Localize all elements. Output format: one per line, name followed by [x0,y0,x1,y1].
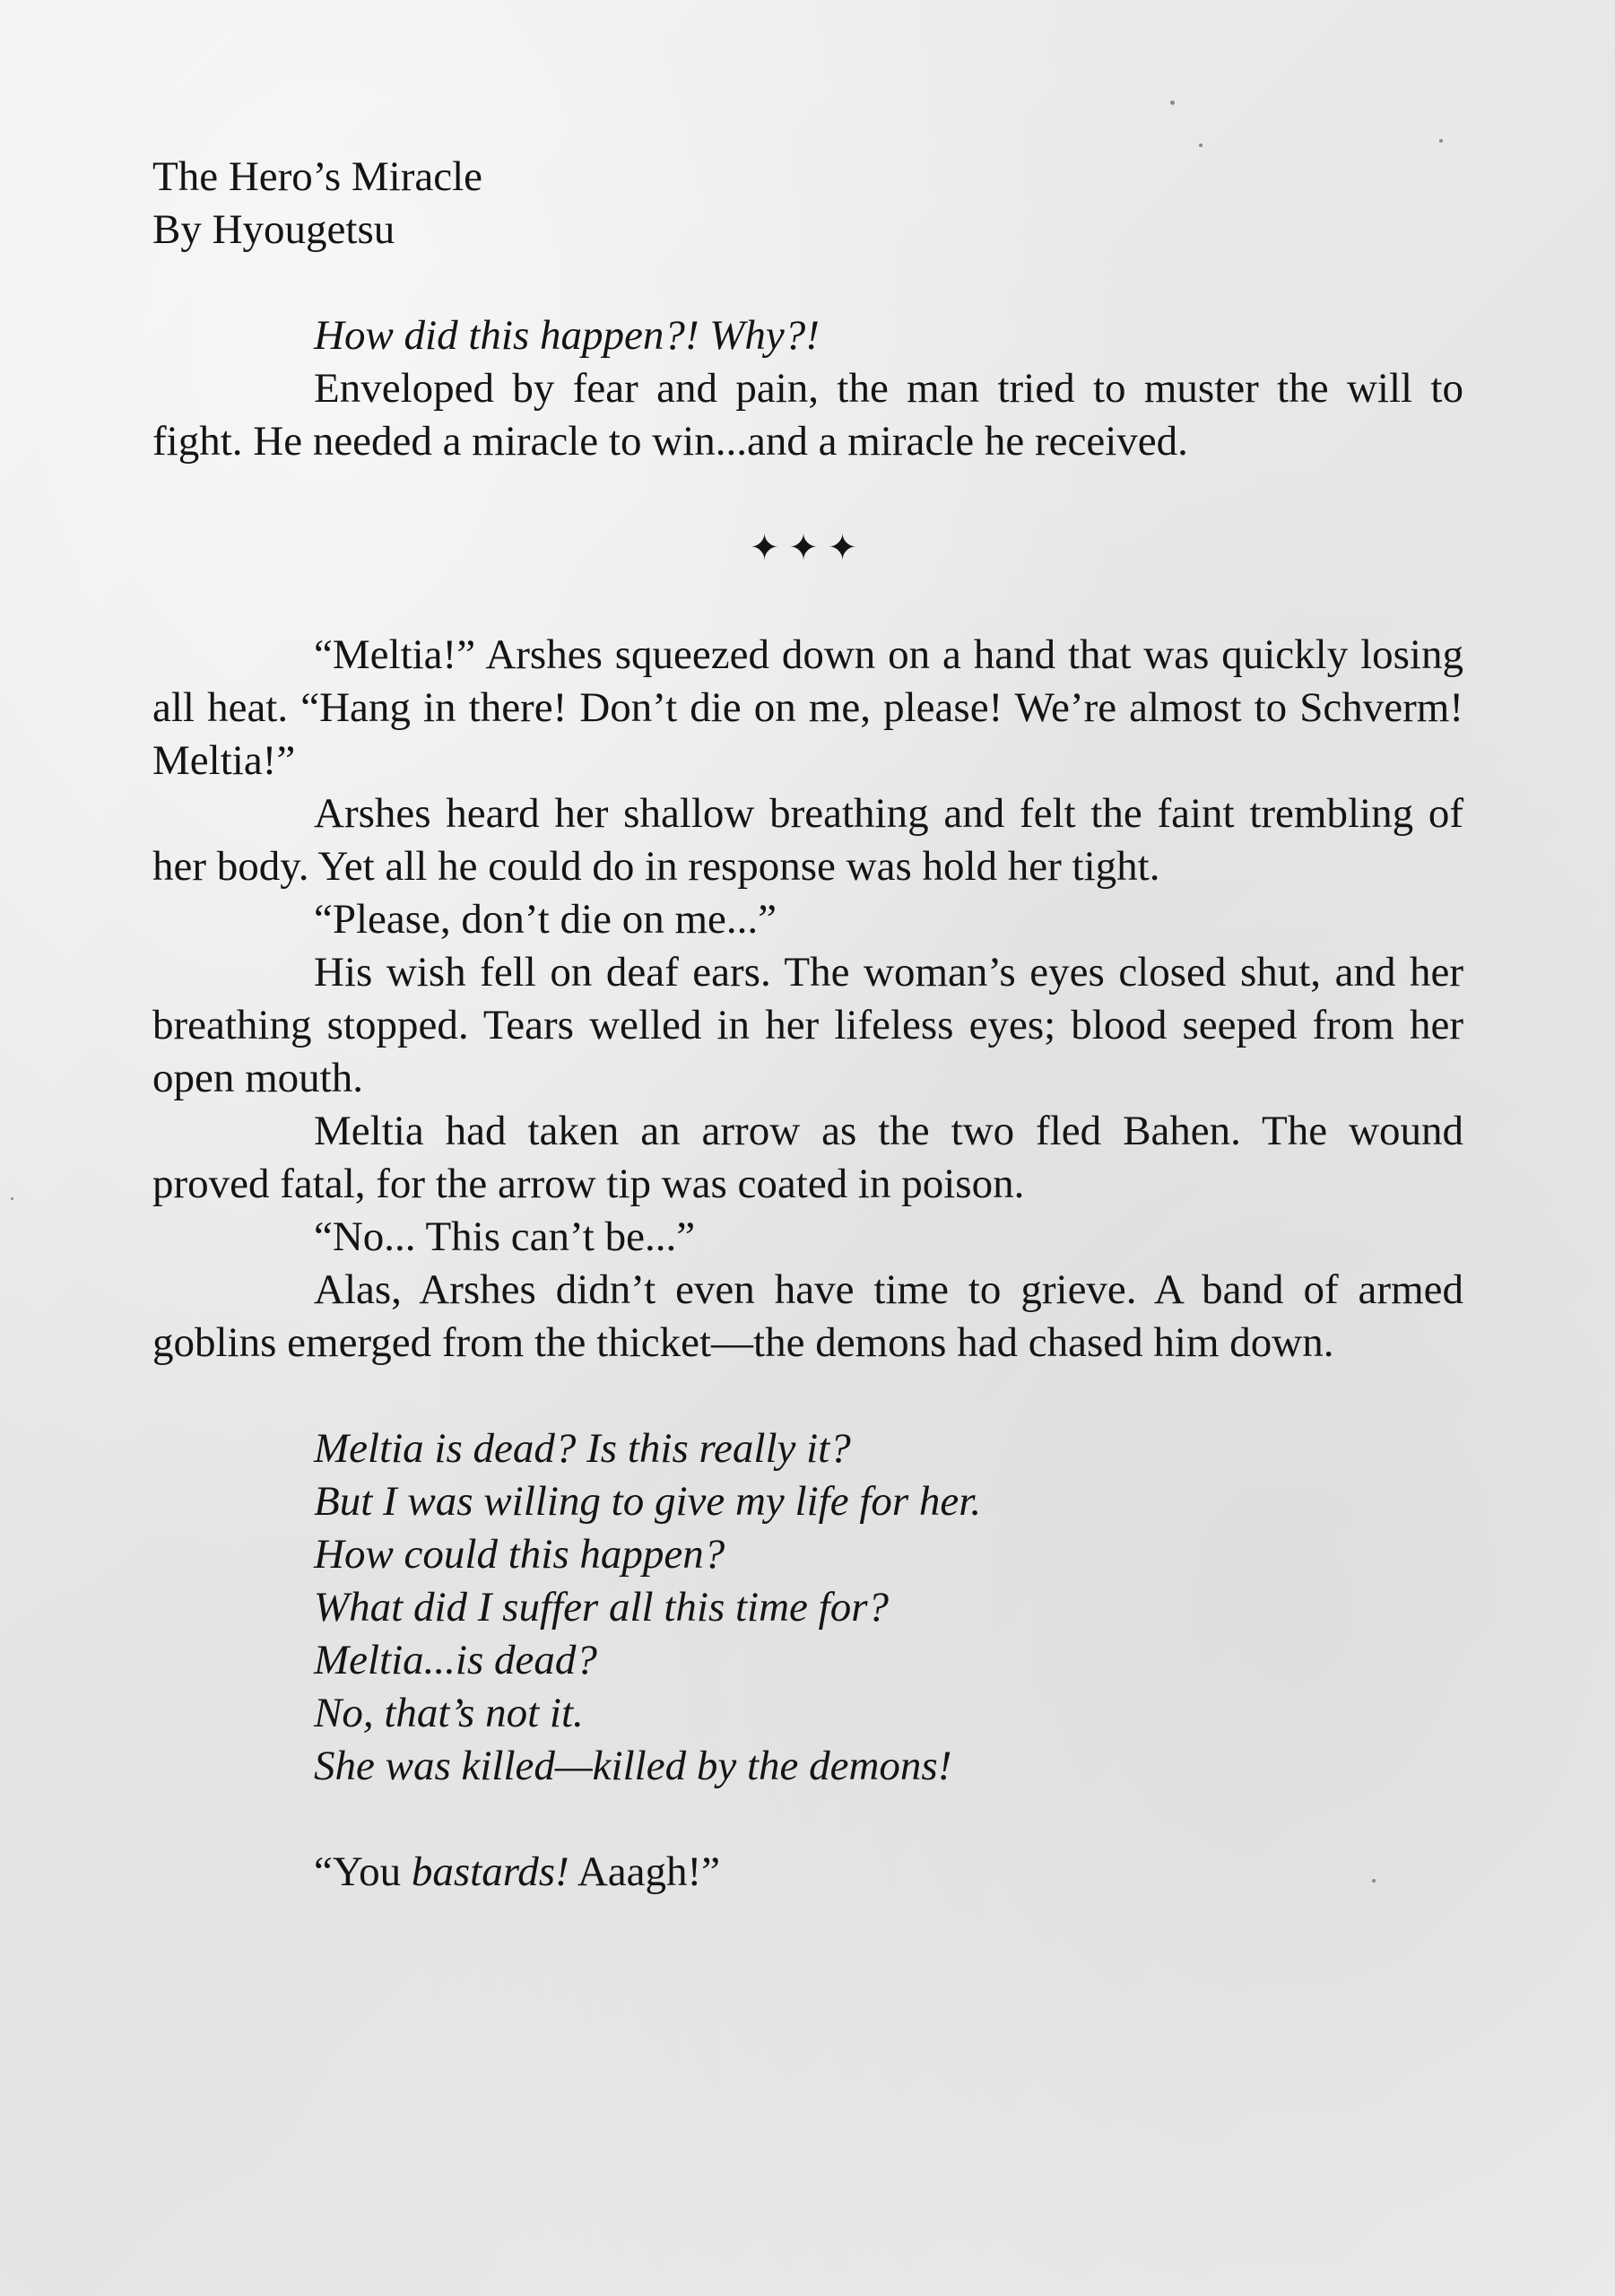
paper-speck [11,1197,13,1200]
paper-speck [1170,100,1175,105]
thought-line: She was killed—killed by the demons! [314,1743,952,1789]
paragraph: “Please, don’t die on me...” [314,896,777,943]
opening-section [152,309,1463,468]
paragraph: Meltia had taken an arrow as the two fled Bahen. The wound proved fatal, for the arrow tip was coated in poison. [152,1108,1463,1207]
paper-speck [1439,139,1443,143]
paragraph: Alas, Arshes didn’t even have time to grieve. A band of armed goblins emerged from the thicket—the demons had chased him down. [152,1266,1463,1366]
inner-thoughts-block [152,1422,1463,1793]
thought-line: What did I suffer all this time for? [314,1584,890,1631]
paragraph: “Meltia!” Arshes squeezed down on a hand that was quickly losing all heat. “Hang in there! Don’t die on me, please! We’re almost to Schverm! Meltia!” [152,631,1463,784]
shout-suffix: Aaagh!” [569,1848,721,1895]
section-separator: ✦✦✦ [749,527,867,568]
thought-line: Meltia...is dead? [314,1637,597,1683]
opening-narration: Enveloped by fear and pain, the man tried to muster the will to fight. He needed a miracle to win...and a miracle he received. [152,365,1463,465]
story-author: By Hyougetsu [152,206,395,253]
story-body [152,629,1463,1370]
paper-speck [1372,1879,1376,1883]
shout-emphasis: bastards! [411,1848,569,1895]
document-page [152,151,1463,1899]
paper-speck [1199,144,1203,147]
document-header [152,151,1463,257]
story-title: The Hero’s Miracle [152,153,483,200]
shout-text [314,1846,1463,1899]
paragraph: His wish fell on deaf ears. The woman’s eyes closed shut, and her breathing stopped. Tears welled in her lifeless eyes; blood seeped from her open mouth. [152,949,1463,1101]
paragraph: Arshes heard her shallow breathing and felt the faint trembling of her body. Yet all he could do in response was hold her tight. [152,790,1463,890]
shout-line [152,1846,1463,1899]
thought-line: No, that’s not it. [314,1690,584,1736]
shout-prefix: “You [314,1848,412,1895]
opening-thought: How did this happen?! Why?! [314,312,820,359]
thought-line: How could this happen? [314,1531,725,1578]
thought-line: Meltia is dead? Is this really it? [314,1425,851,1472]
paragraph: “No... This can’t be...” [314,1213,696,1260]
thought-line: But I was willing to give my life for her. [314,1478,982,1525]
